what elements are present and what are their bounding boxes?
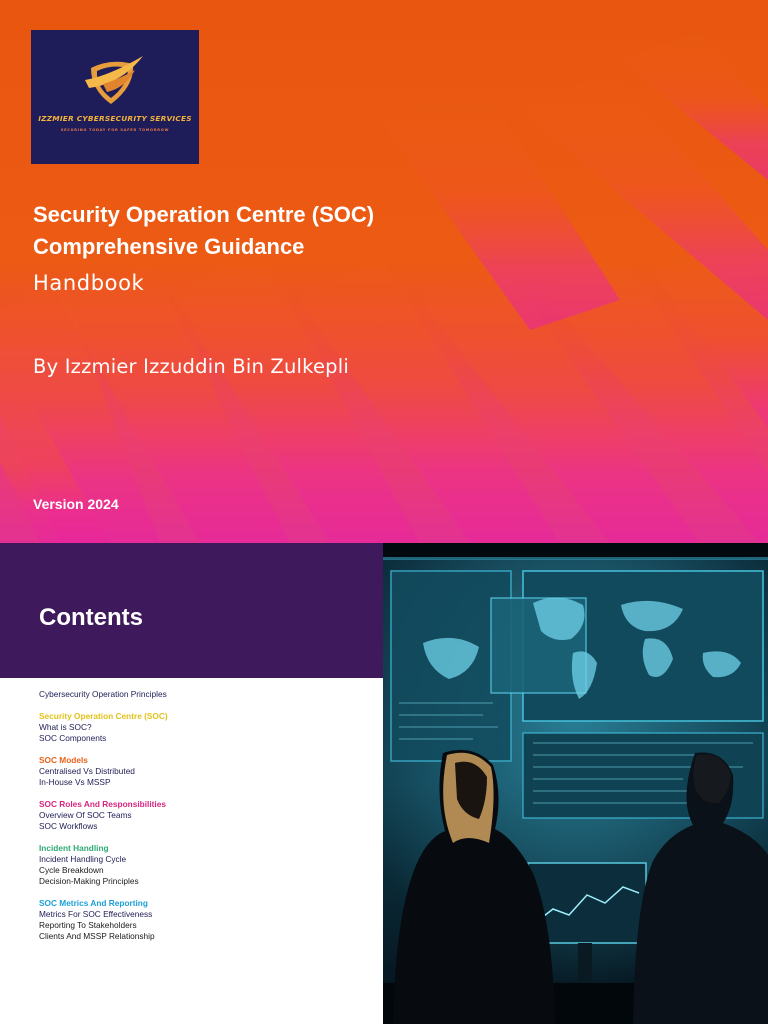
toc-item[interactable]: SOC Workflows [39, 821, 98, 831]
toc-section-title[interactable]: SOC Metrics And Reporting [39, 898, 148, 908]
toc-item[interactable]: SOC Components [39, 733, 107, 743]
toc-section-title[interactable]: SOC Roles And Responsibilities [39, 799, 166, 809]
toc-item[interactable]: Cybersecurity Operation Principles [39, 689, 167, 699]
toc-item[interactable]: Overview Of SOC Teams [39, 810, 132, 820]
toc-item[interactable]: Centralised Vs Distributed [39, 766, 135, 776]
company-logo [31, 30, 199, 164]
toc-item[interactable]: Reporting To Stakeholders [39, 920, 137, 930]
author-byline: By Izzmier Izzuddin Bin Zulkepli [33, 355, 349, 378]
toc-item[interactable]: Metrics For SOC Effectiveness [39, 909, 153, 919]
toc-section [39, 898, 369, 942]
toc-section [39, 843, 369, 887]
toc-item[interactable]: Incident Handling Cycle [39, 854, 127, 864]
toc-item[interactable]: Clients And MSSP Relationship [39, 931, 155, 941]
document-title [33, 199, 374, 263]
soc-room-illustration [383, 543, 768, 1024]
toc-section-title[interactable]: Incident Handling [39, 843, 109, 853]
shield-icon [81, 54, 147, 110]
document-subtitle: Handbook [33, 271, 145, 295]
logo-tagline: SECURING TODAY FOR SAFER TOMORROW [60, 128, 170, 132]
table-of-contents [39, 689, 369, 953]
toc-section-title[interactable]: SOC Models [39, 755, 88, 765]
toc-intro-group [39, 689, 369, 700]
title-line-1: Security Operation Centre (SOC) [33, 202, 375, 227]
contents-heading: Contents [39, 604, 143, 631]
toc-item[interactable]: Decision-Making Principles [39, 876, 139, 886]
soc-operators-photo [383, 543, 768, 1024]
toc-section-title[interactable]: Security Operation Centre (SOC) [39, 711, 168, 721]
toc-item[interactable]: What is SOC? [39, 722, 92, 732]
title-line-2: Comprehensive Guidance [33, 234, 305, 259]
toc-section [39, 755, 369, 788]
toc-item[interactable]: In-House Vs MSSP [39, 777, 111, 787]
version-label: Version 2024 [33, 496, 119, 512]
contents-header [0, 543, 383, 678]
toc-section [39, 711, 369, 744]
toc-item[interactable]: Cycle Breakdown [39, 865, 104, 875]
toc-section [39, 799, 369, 832]
logo-company-name: IZZMIER CYBERSECURITY SERVICES [38, 114, 192, 123]
